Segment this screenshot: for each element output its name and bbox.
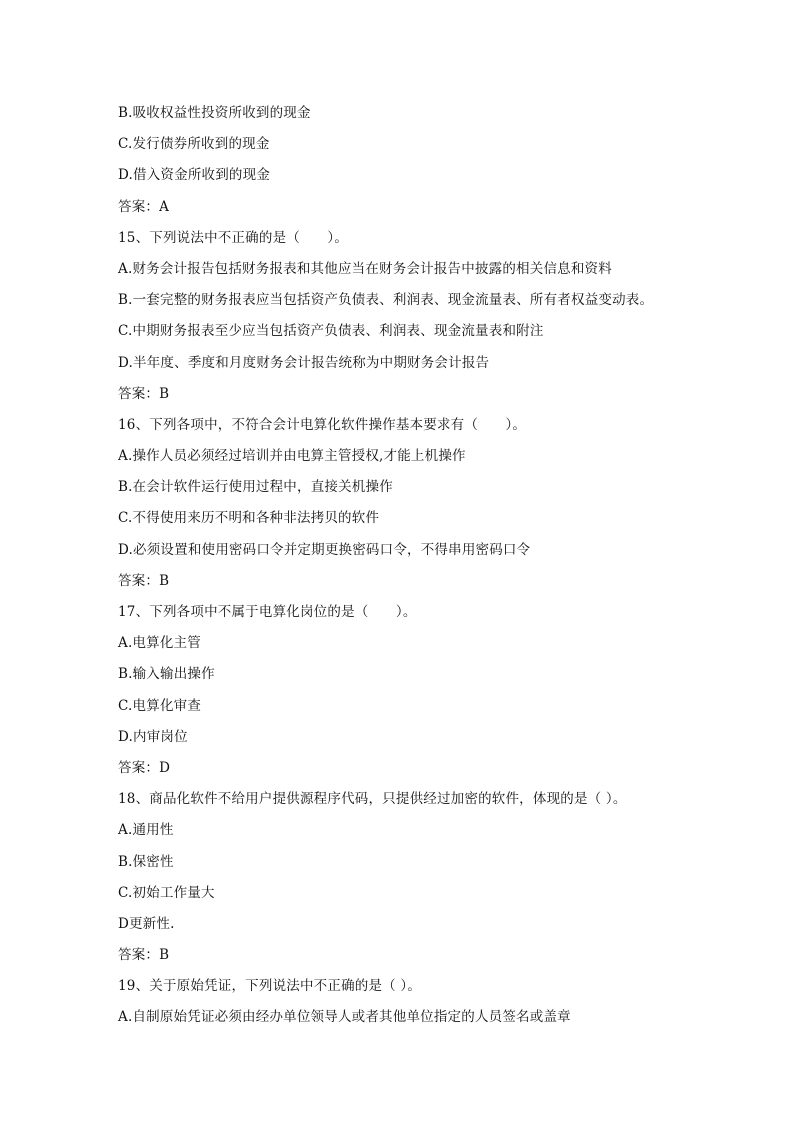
- option-line: C.初始工作量大: [118, 884, 215, 901]
- option-line: B.在会计软件运行使用过程中，直接关机操作: [118, 479, 393, 496]
- document-body: [118, 101, 758, 1037]
- answer-line: 答案：A: [118, 198, 170, 215]
- answer-line: 答案：B: [118, 947, 170, 964]
- option-line: B.吸收权益性投资所收到的现金: [118, 105, 311, 121]
- option-line: D.借入资金所收到的现金: [118, 167, 271, 184]
- answer-line: 答案：D: [118, 759, 171, 776]
- option-line: A.财务会计报告包括财务报表和其他应当在财务会计报告中披露的相关信息和资料: [118, 260, 612, 277]
- option-line: B.输入输出操作: [118, 666, 215, 683]
- answer-line: 答案：B: [118, 385, 170, 402]
- question-line: 15、下列说法中不正确的是（ ）。: [118, 229, 349, 246]
- question-line: 16、下列各项中，不符合会计电算化软件操作基本要求有（ ）。: [118, 416, 527, 433]
- option-line: A.自制原始凭证必须由经办单位领导人或者其他单位指定的人员签名或盖章: [118, 1009, 571, 1026]
- option-line: D.半年度、季度和月度财务会计报告统称为中期财务会计报告: [118, 354, 490, 371]
- question-line: 17、下列各项中不属于电算化岗位的是（ ）。: [118, 604, 417, 620]
- option-line: D.内审岗位: [118, 728, 188, 745]
- option-line: C.发行债券所收到的现金: [118, 136, 270, 153]
- option-line: A.通用性: [118, 822, 174, 839]
- option-line: A.操作人员必须经过培训并由电算主管授权,才能上机操作: [118, 448, 466, 465]
- question-line: 18、商品化软件不给用户提供源程序代码，只提供经过加密的软件，体现的是（ ）。: [118, 791, 627, 808]
- option-line: C.不得使用来历不明和各种非法拷贝的软件: [118, 510, 380, 527]
- option-line: D更新性.: [118, 915, 175, 932]
- option-line: C.电算化审查: [118, 697, 202, 714]
- answer-line: 答案：B: [118, 572, 170, 589]
- option-line: B.保密性: [118, 853, 174, 870]
- option-line: D.必须设置和使用密码口令并定期更换密码口令，不得串用密码口令: [118, 541, 531, 558]
- option-line: B.一套完整的财务报表应当包括资产负债表、利润表、现金流量表、所有者权益变动表。: [118, 292, 654, 309]
- option-line: C.中期财务报表至少应当包括资产负债表、利润表、现金流量表和附注: [118, 323, 544, 340]
- option-line: A.电算化主管: [118, 635, 201, 652]
- question-line: 19、关于原始凭证，下列说法中不正确的是（ ）。: [118, 978, 422, 995]
